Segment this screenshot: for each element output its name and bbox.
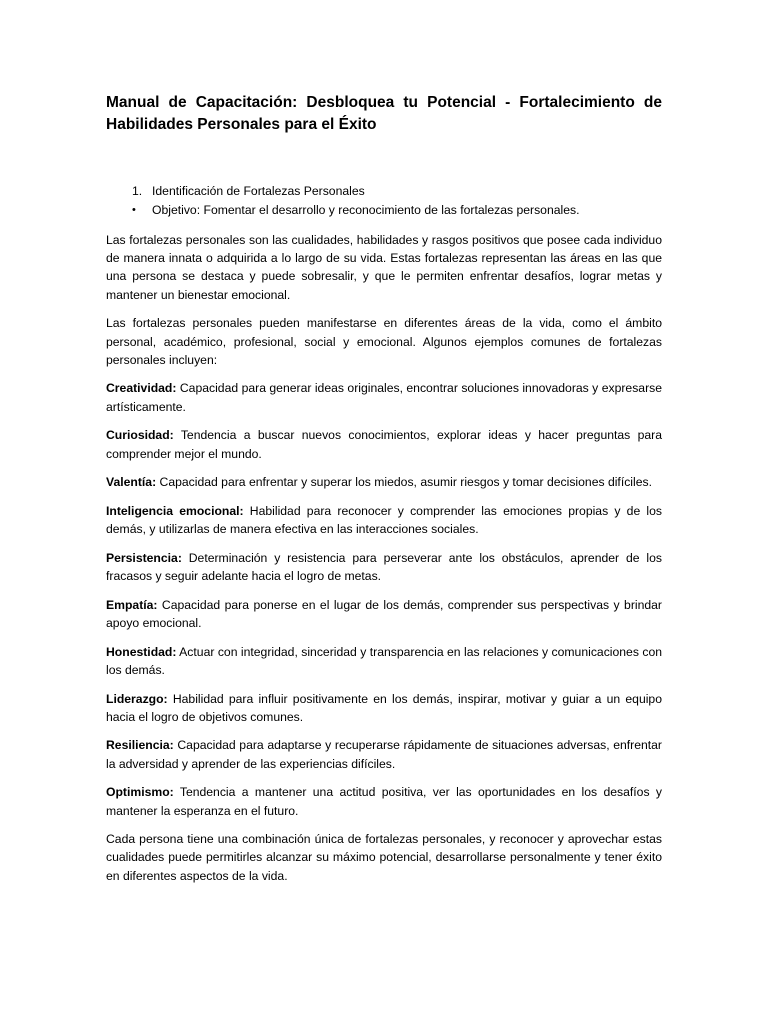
section-heading-item (106, 182, 662, 201)
objective-text: Fomentar el desarrollo y reconocimiento de las fortalezas personales. (200, 203, 580, 217)
strength-term: Curiosidad: (106, 428, 174, 443)
strength-text: Capacidad para generar ideas originales, encontrar soluciones innovadoras y expresarse artísticamente. (106, 381, 662, 414)
strength-text: Capacidad para enfrentar y superar los miedos, asumir riesgos y tomar decisiones difíciles. (156, 475, 652, 490)
strength-text: Tendencia a mantener una actitud positiva, ver las oportunidades en los desafíos y mantener la esperanza en el futuro. (106, 785, 662, 818)
document-title: Manual de Capacitación: Desbloquea tu Potencial - Fortalecimiento de Habilidades Personales para el Éxito (106, 94, 662, 133)
objective-label: Objetivo: (152, 203, 201, 217)
intro-paragraph: Las fortalezas personales son las cualidades, habilidades y rasgos positivos que posee cada individuo de manera innata o adquirida a lo largo de su vida. Estas fortalezas representan las áreas en las que una persona se destaca y puede sobresalir, y que le permiten enfrentar desafíos, lograr metas y mantener un bienestar emocional. (106, 233, 662, 302)
bullet-icon: • (132, 204, 136, 216)
strength-resiliencia (106, 736, 662, 772)
strength-term: Liderazgo: (106, 691, 168, 706)
strength-term: Optimismo: (106, 785, 174, 800)
strength-text: Determinación y resistencia para perseverar ante los obstáculos, aprender de los fracasos y seguir adelante hacia el logro de metas. (106, 550, 662, 584)
strength-honestidad (106, 643, 662, 679)
strength-empatia (106, 596, 662, 632)
strength-text: Habilidad para influir positivamente en los demás, inspirar, motivar y guiar a un equipo hacia el logro de objetivos comunes. (106, 691, 662, 724)
strength-creatividad (106, 379, 662, 415)
strength-curiosidad (106, 426, 662, 462)
strength-persistencia (106, 549, 662, 585)
strength-text: Actuar con integridad, sinceridad y transparencia en las relaciones y comunicaciones con los demás. (106, 644, 662, 677)
strength-term: Resiliencia: (106, 738, 174, 753)
section-heading: Identificación de Fortalezas Personales (152, 184, 365, 198)
strength-inteligencia-emocional (106, 502, 662, 538)
strength-valentia (106, 473, 662, 491)
strength-optimismo (106, 783, 662, 819)
intro-paragraph: Las fortalezas personales pueden manifestarse en diferentes áreas de la vida, como el ámbito personal, académico, profesional, social y emocional. Algunos ejemplos comunes de fortalezas personales incluyen: (106, 316, 662, 367)
strength-text: Tendencia a buscar nuevos conocimientos, explorar ideas y hacer preguntas para comprender mejor el mundo. (106, 428, 662, 461)
objective-item (106, 201, 662, 220)
closing-paragraph: Cada persona tiene una combinación única de fortalezas personales, y reconocer y aprovechar estas cualidades puede permitirles alcanzar su máximo potencial, desarrollarse personalmente y tener éxito en diferentes aspectos de la vida. (106, 832, 662, 883)
strength-term: Honestidad: (106, 644, 177, 659)
strength-term: Empatía: (106, 597, 158, 612)
strength-term: Creatividad: (106, 381, 177, 396)
strength-term: Persistencia: (106, 550, 182, 565)
strength-term: Inteligencia emocional: (106, 503, 244, 518)
strength-text: Habilidad para reconocer y comprender las emociones propias y de los demás, y utilizarlas de manera efectiva en las interacciones sociales. (106, 503, 662, 537)
strength-term: Valentía: (106, 475, 157, 490)
strength-text: Capacidad para ponerse en el lugar de los demás, comprender sus perspectivas y brindar apoyo emocional. (106, 597, 662, 630)
section-number: 1. (132, 184, 143, 198)
strength-liderazgo (106, 690, 662, 726)
section-list (106, 182, 662, 220)
strength-text: Capacidad para adaptarse y recuperarse rápidamente de situaciones adversas, enfrentar la adversidad y aprender de las experiencias difíciles. (106, 738, 662, 771)
